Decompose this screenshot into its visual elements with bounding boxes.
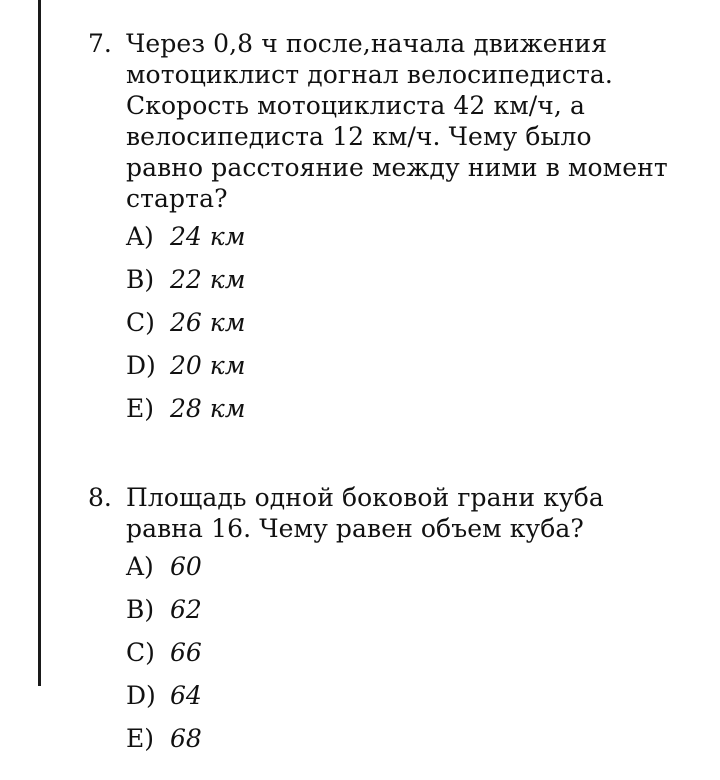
margin-rule — [38, 0, 41, 686]
option-letter: E) — [126, 724, 155, 753]
option-letter: C) — [126, 308, 155, 337]
question-8-text — [126, 482, 688, 544]
option-letter: A) — [126, 552, 154, 581]
option-value: 64 — [170, 681, 202, 710]
question-8-line: равна 16. Чему равен объем куба? — [126, 514, 584, 543]
option-letter: B) — [126, 265, 155, 294]
answer-option-b — [126, 595, 688, 638]
question-7-options — [88, 222, 688, 437]
option-letter: A) — [126, 222, 154, 251]
question-7-line: старта? — [126, 184, 228, 213]
question-8-options — [88, 552, 688, 767]
option-letter: D) — [126, 351, 156, 380]
question-7 — [88, 28, 688, 437]
question-7-line: Через 0,8 ч после,начала движения — [126, 29, 608, 58]
question-8-header — [88, 482, 688, 544]
question-7-line: мотоциклист догнал велосипедиста. — [126, 60, 613, 89]
question-8-number: 8. — [88, 483, 112, 512]
answer-option-e — [126, 724, 688, 767]
option-value: 66 — [170, 638, 202, 667]
answer-option-d — [126, 681, 688, 724]
option-value: 20 км — [170, 351, 246, 380]
option-value: 22 км — [170, 265, 246, 294]
question-7-line: равно расстояние между ними в момент — [126, 153, 668, 182]
question-7-header — [88, 28, 688, 214]
answer-option-e — [126, 394, 688, 437]
option-value: 24 км — [170, 222, 246, 251]
question-7-text — [126, 28, 688, 214]
question-8-line: Площадь одной боковой грани куба — [126, 483, 604, 512]
answer-option-c — [126, 308, 688, 351]
option-value: 28 км — [170, 394, 246, 423]
option-value: 60 — [170, 552, 202, 581]
option-value: 68 — [170, 724, 202, 753]
question-7-line: Скорость мотоциклиста 42 км/ч, а — [126, 91, 585, 120]
option-letter: C) — [126, 638, 155, 667]
question-8 — [88, 482, 688, 767]
option-value: 62 — [170, 595, 202, 624]
question-7-line: велосипедиста 12 км/ч. Чему было — [126, 122, 592, 151]
question-7-number: 7. — [88, 29, 112, 58]
answer-option-b — [126, 265, 688, 308]
option-value: 26 км — [170, 308, 246, 337]
answer-option-c — [126, 638, 688, 681]
option-letter: D) — [126, 681, 156, 710]
answer-option-a — [126, 222, 688, 265]
answer-option-d — [126, 351, 688, 394]
answer-option-a — [126, 552, 688, 595]
option-letter: B) — [126, 595, 155, 624]
option-letter: E) — [126, 394, 155, 423]
